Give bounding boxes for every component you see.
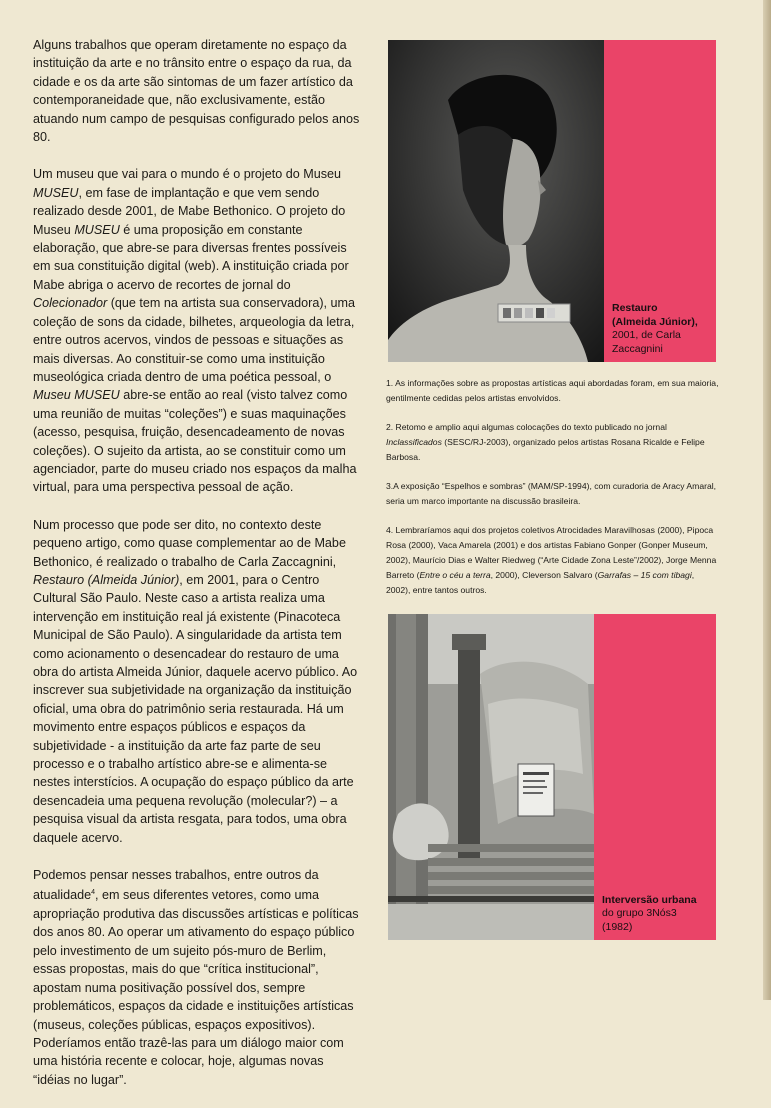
paragraph-text: Um museu que vai para o mundo é o projeto do Museu (33, 167, 342, 182)
paragraph-text: , em 2001, para o Centro Cultural São Paulo. Neste caso a artista realiza uma intervenção em instituição real já existente (Pinacoteca Municipal de São Paulo). A singularidade da artista tem como acionamento o desencadear do restauro de uma obra do artista Almeida Júnior, daquele acervo público. Ao inscrever sua subjetividade na organização da instituição oficial, uma obra do patrimônio seria restaurada. Há um movimento entre espaços públicos e espaços da subjetividade - a instituição da arte faz parte de seu processo e o trabalho artístico abre-se e alimenta-se nestes interstícios. A ocupação do espaço público da arte desencadeia uma pequena revolução (molecular?) – a pesquisa visual da artista resgata, para todos, uma obra daquele acervo. (33, 572, 358, 845)
caption-title: (Almeida Júnior), (612, 315, 698, 328)
paragraph-text: Podemos pensar nesses trabalhos, entre outros da atualidade (33, 868, 319, 903)
paragraph-text: é uma proposição em constante elaboração, que abre-se para diversas frentes possíveis em sua constituição digital (web). A instituição criada por Mabe abriga o acervo de recortes de jornal do (33, 222, 349, 292)
restauro-caption-panel (604, 40, 716, 362)
intervencao-caption-panel (594, 614, 716, 940)
footnote-text: (SESC/RJ-2003), organizado pelos artistas Rosana Ricalde e Felipe Barbosa. (386, 437, 705, 462)
footnote-2 (386, 420, 720, 465)
caption-credit: do grupo 3Nós3 (602, 907, 677, 919)
paragraph-3 (33, 516, 361, 847)
footnote-text: , 2000), Cleverson Salvaro ( (490, 570, 598, 580)
paragraph-text: (que tem na artista sua conservadora), uma coleção de sons da cidade, bilhetes, arqueologia da letra, entre outros acervos, vindos de pessoas e situações as mais diversas. Ao constituir-se como uma instituição museológica criada dentro de uma poética pessoal, o (33, 296, 356, 384)
figure-intervencao (388, 614, 716, 940)
footnote-text: 1. As informações sobre as propostas artísticas aqui abordadas foram, em sua maioria, gentilmente cedidas pelos artistas envolvidos. (386, 378, 719, 403)
italic-title: Inclassificados (386, 437, 442, 447)
footnote-text: 3.A exposição “Espelhos e sombras” (MAM/SP-1994), com curadoria de Aracy Amaral, seria um marco importante na discussão brasileira. (386, 481, 717, 506)
page-edge (763, 0, 771, 1000)
italic-title: MUSEU (33, 185, 79, 200)
caption-credit: Zaccagnini (612, 342, 663, 355)
paragraph-text: abre-se então ao real (visto talvez como uma reunião de muitas “coleções”) e suas maquinações (acesso, pesquisa, fruição, desencadeamento de novas coleções). O sujeito da artista, ao se constituir como um agenciador, parte do museu criado nos espaços da malha virtual, para uma perspectiva pessoal de ação. (33, 388, 357, 495)
paragraph-text: , em seus diferentes vetores, como uma apropriação produtiva das discussões artísticas e políticas dos anos 80. Ao operar um ativamento do espaço público pelo investimento de um sujeito pós-muro de Berlim, essas propostas, mais do que “crítica institucional”, apostam numa positivação possível dos, sempre problemáticos, espaços da cidade e instituições artísticas (museus, coleções públicas, espaços expositivos). Poderíamos então trazê-las para um diálogo maior com uma história recente e colocar, hoje, algumas novas “idéias no lugar”. (33, 888, 359, 1087)
caption-credit: (1982) (602, 920, 633, 933)
paragraph-2 (33, 165, 361, 496)
paragraph-4 (33, 866, 361, 1089)
intervencao-caption (602, 894, 710, 935)
restauro-caption (612, 302, 710, 356)
italic-title: Museu MUSEU (33, 388, 120, 403)
footnotes (386, 376, 720, 612)
italic-title: Entre o céu a terra (419, 570, 491, 580)
restauro-photo (388, 40, 604, 362)
footnote-text: 2. Retomo e amplio aqui algumas colocações do texto publicado no jornal (386, 422, 667, 432)
footnote-3 (386, 479, 720, 509)
intervencao-photo (388, 614, 594, 940)
footnote-ref: 4 (91, 889, 96, 897)
caption-title: Interversão urbana (602, 893, 697, 906)
footnote-4 (386, 523, 720, 598)
italic-title: Colecionador (33, 296, 108, 311)
footnote-text: , 2002), entre tantos outros. (386, 570, 695, 595)
paragraph-1 (33, 36, 361, 146)
italic-title: MUSEU (74, 222, 120, 237)
caption-title: Restauro (612, 302, 658, 314)
figure-restauro (388, 40, 716, 362)
footnote-text: 4. Lembraríamos aqui dos projetos coletivos Atrocidades Maravilhosas (2000), Pipoca Rosa (2000), Vaca Amarela (2001) e dos artistas Fabiano Gonper (Gonper Museum, 2002), Maurício Dias e Walter Riedweg (“Arte Cidade Zona Leste”/2002), Jorge Menna Barreto ( (386, 525, 717, 580)
paragraph-text: Alguns trabalhos que operam diretamente no espaço da instituição da arte e no trânsito entre o espaço da rua, da cidade e os da arte são sintomas de um fazer artístico da contemporaneidade que, não exclusivamente, estão atuando num campo de pesquisas configurado pelos anos 80. (33, 38, 360, 145)
paragraph-text: , em fase de implantação e que vem sendo realizado desde 2001, de Mabe Bethonico. O projeto do Museu (33, 185, 346, 237)
article-body (33, 36, 361, 1108)
footnote-1 (386, 376, 720, 406)
paragraph-text: Num processo que pode ser dito, no contexto deste pequeno artigo, como quase complementar ao de Mabe Bethonico, é realizado o trabalho de Carla Zaccagnini, (33, 517, 346, 569)
italic-title: Garrafas – 15 com tibagi (597, 570, 692, 580)
italic-title: Restauro (Almeida Júnior) (33, 572, 180, 587)
caption-credit: 2001, de Carla (612, 329, 681, 341)
